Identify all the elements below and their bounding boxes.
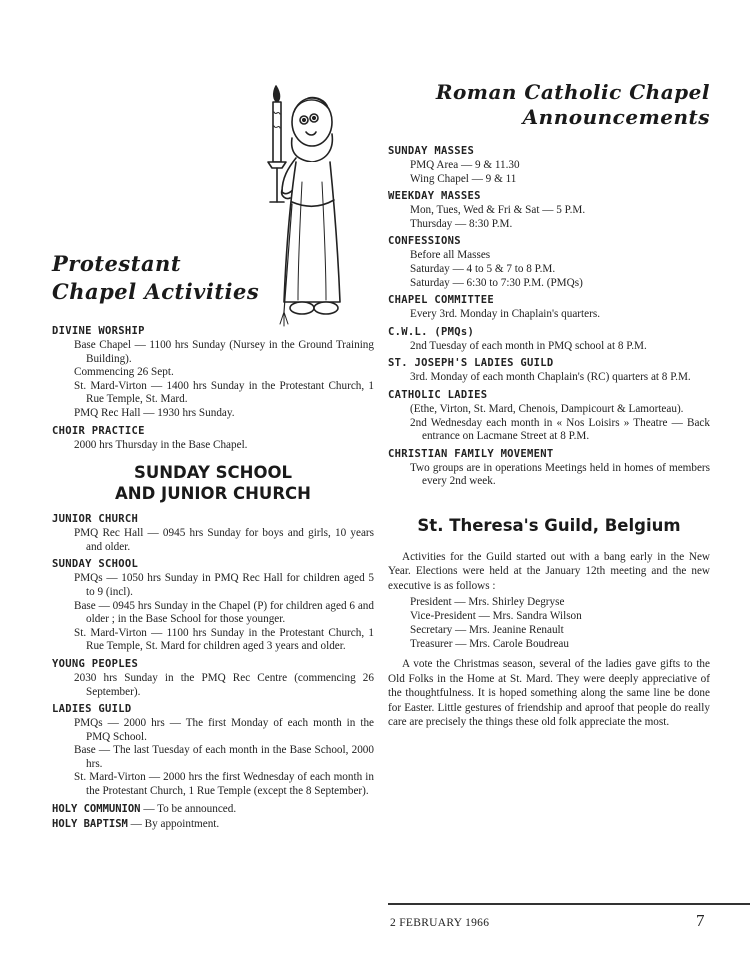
officer-line: Secretary — Mrs. Jeanine Renault bbox=[410, 624, 564, 637]
junior-church-line: PMQ Rec Hall — 0945 hrs Sunday for boys and girls, 10 years and older. bbox=[74, 527, 374, 553]
protestant-title-line1: Protestant bbox=[52, 251, 182, 276]
catholic-ladies-heading: CATHOLIC LADIES bbox=[388, 388, 488, 401]
ladies-guild-line: St. Mard-Virton — 2000 hrs the first Wednesday of each month in the Protestant Church, 1 Rue Temple (except the 8 September). bbox=[74, 771, 374, 798]
young-peoples-heading: YOUNG PEOPLES bbox=[52, 657, 139, 670]
ladies-guild-line: PMQs — 2000 hrs — The first Monday of each month in the PMQ School. bbox=[74, 717, 374, 743]
page-number: 7 bbox=[696, 911, 705, 930]
st-josephs-line: 3rd. Monday of each month Chaplain's (RC) quarters at 8 P.M. bbox=[410, 371, 691, 384]
weekday-masses-line: Thursday — 8:30 P.M. bbox=[410, 217, 513, 230]
ladies-guild-heading: LADIES GUILD bbox=[52, 703, 132, 716]
officer-line: President — Mrs. Shirley Degryse bbox=[410, 596, 565, 609]
officer-line: Treasurer — Mrs. Carole Boudreau bbox=[410, 638, 569, 651]
chapel-committee-line: Every 3rd. Monday in Chaplain's quarters. bbox=[410, 308, 600, 321]
sunday-school-line: Base — 0945 hrs Sunday in the Chapel (P) for children aged 6 and older ; in the Base School for those younger. bbox=[74, 599, 374, 626]
cwl-heading: C.W.L. (PMQs) bbox=[388, 325, 475, 338]
holy-baptism-heading: HOLY BAPTISM bbox=[52, 817, 128, 830]
choir-heading: CHOIR PRACTICE bbox=[52, 424, 145, 437]
guild-paragraph-1: Activities for the Guild started out with a bang early in the New Year. Elections were held at the January 12th meeting and the new executive is as follows : bbox=[388, 550, 710, 592]
sunday-school-title-line2: AND JUNIOR CHURCH bbox=[115, 484, 311, 504]
catholic-title-line2: Announcements bbox=[522, 105, 710, 129]
divine-worship-line: Commencing 26 Sept. bbox=[74, 366, 174, 379]
confessions-line: Saturday — 4 to 5 & 7 to 8 P.M. bbox=[410, 262, 556, 275]
protestant-title bbox=[52, 250, 374, 306]
catholic-title-line1: Roman Catholic Chapel bbox=[435, 80, 710, 104]
catholic-title bbox=[388, 80, 710, 130]
divine-worship-line: St. Mard-Virton — 1400 hrs Sunday in the Protestant Church, 1 Rue Temple, St. Mard. bbox=[74, 379, 374, 406]
footer-rule bbox=[388, 903, 750, 905]
holy-baptism-text: — By appointment. bbox=[127, 817, 220, 830]
protestant-title-line2: Chapel Activities bbox=[52, 279, 260, 304]
christian-family-line: Two groups are in operations Meetings held in homes of members every 2nd week. bbox=[410, 461, 710, 488]
sunday-school-heading: SUNDAY SCHOOL bbox=[52, 558, 139, 571]
sunday-school-title-line1: SUNDAY SCHOOL bbox=[133, 463, 293, 483]
holy-communion-row bbox=[52, 802, 374, 817]
christian-family-heading: CHRISTIAN FAMILY MOVEMENT bbox=[388, 447, 554, 460]
guild-title: St. Theresa's Guild, Belgium bbox=[417, 515, 681, 535]
cwl-line: 2nd Tuesday of each month in PMQ school at 8 P.M. bbox=[410, 339, 647, 352]
sunday-masses-heading: SUNDAY MASSES bbox=[388, 145, 475, 157]
divine-worship-line: Base Chapel — 1100 hrs Sunday (Nursey in the Ground Training Building). bbox=[74, 339, 374, 365]
sunday-school-line: PMQs — 1050 hrs Sunday in PMQ Rec Hall for children aged 5 to 9 (incl). bbox=[74, 572, 374, 598]
st-josephs-heading: ST. JOSEPH'S LADIES GUILD bbox=[388, 357, 554, 370]
officer-line: Vice-President — Mrs. Sandra Wilson bbox=[410, 610, 582, 623]
sunday-school-line: St. Mard-Virton — 1100 hrs Sunday in the Protestant Church, 1 Rue Temple, St. Mard for children aged 3 years and older. bbox=[74, 626, 374, 653]
choir-line: 2000 hrs Thursday in the Base Chapel. bbox=[74, 438, 248, 451]
sunday-masses-line: PMQ Area — 9 & 11.30 bbox=[410, 159, 520, 171]
catholic-ladies-line: (Ethe, Virton, St. Mard, Chenois, Dampicourt & Lamorteau). bbox=[410, 402, 684, 415]
footer-date: 2 FEBRUARY 1966 bbox=[390, 917, 490, 929]
catholic-column bbox=[388, 80, 710, 730]
chapel-committee-heading: CHAPEL COMMITTEE bbox=[388, 294, 494, 307]
protestant-column bbox=[52, 250, 374, 832]
weekday-masses-line: Mon, Tues, Wed & Fri & Sat — 5 P.M. bbox=[410, 204, 586, 217]
holy-communion-heading: HOLY COMMUNION bbox=[52, 802, 141, 815]
divine-worship-heading: DIVINE WORSHIP bbox=[52, 325, 145, 337]
junior-church-heading: JUNIOR CHURCH bbox=[52, 513, 139, 526]
young-peoples-line: 2030 hrs Sunday in the PMQ Rec Centre (commencing 26 September). bbox=[74, 671, 374, 698]
officers-list bbox=[388, 595, 710, 651]
sunday-school-title bbox=[52, 462, 374, 504]
holy-baptism-row bbox=[52, 817, 374, 832]
ladies-guild-line: Base — The last Tuesday of each month in the Base School, 2000 hrs. bbox=[74, 744, 374, 770]
catholic-ladies-line: 2nd Wednesday each month in « Nos Loisirs » Theatre — Back entrance on Lacmane Street at 8 P.M. bbox=[410, 416, 710, 443]
confessions-line: Before all Masses bbox=[410, 249, 491, 262]
guild-paragraph-2: A vote the Christmas season, several of the ladies gave gifts to the Old Folks in the Home at St. Mard. They were deeply appreciative of the thoughtfulness. It is hoped something along the same line be done for Easter. Little gestures of friendship and aproof that people do really care are precisely the things these old folk appreciate the most. bbox=[388, 658, 710, 729]
weekday-masses-heading: WEEKDAY MASSES bbox=[388, 190, 481, 203]
sunday-masses-line: Wing Chapel — 9 & 11 bbox=[410, 172, 517, 185]
confessions-line: Saturday — 6:30 to 7:30 P.M. (PMQs) bbox=[410, 276, 583, 289]
divine-worship-line: PMQ Rec Hall — 1930 hrs Sunday. bbox=[74, 406, 235, 419]
holy-communion-text: — To be announced. bbox=[140, 802, 237, 815]
confessions-heading: CONFESSIONS bbox=[388, 235, 461, 248]
